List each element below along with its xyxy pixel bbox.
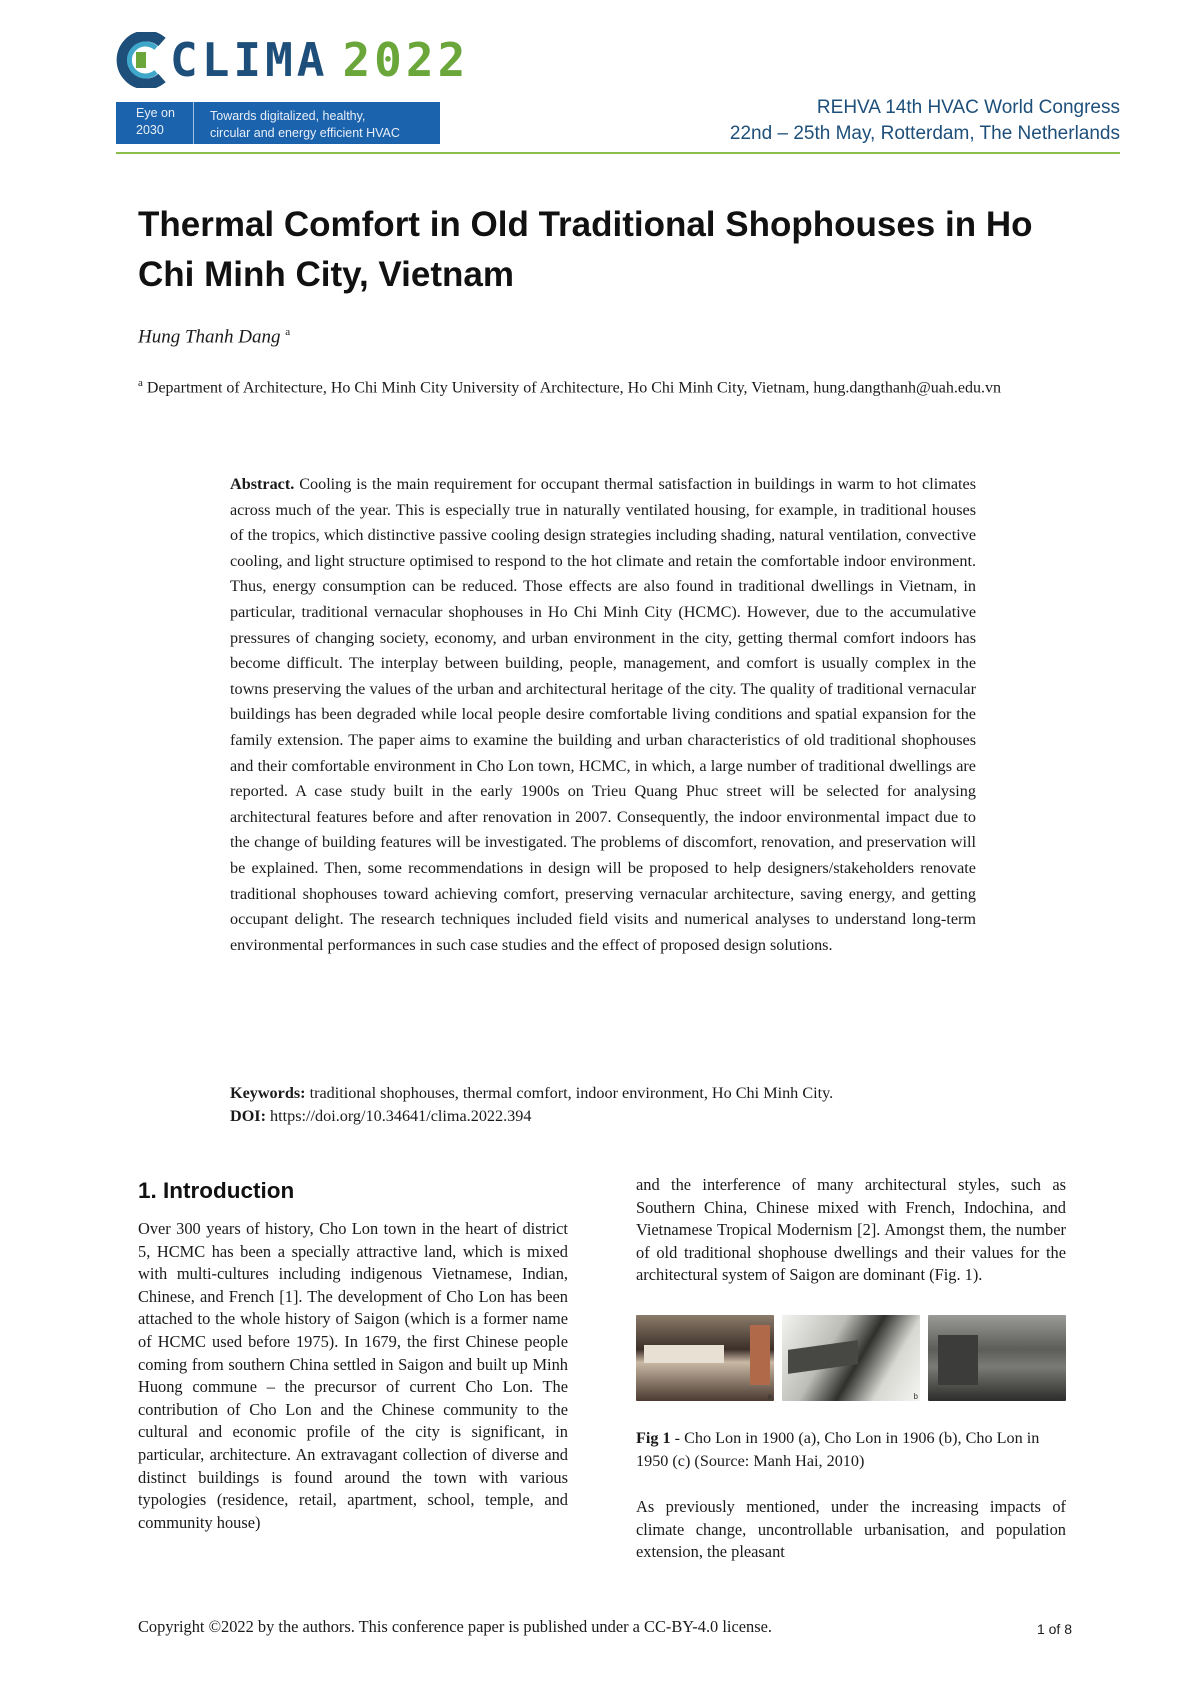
- banner-right-line-1: Towards digitalized, healthy,: [210, 108, 366, 123]
- logo-word: CLIMA: [170, 33, 329, 87]
- congress-date-place: 22nd – 25th May, Rotterdam, The Netherlands: [729, 123, 1120, 144]
- intro-paragraph-1-continued: and the interference of many architectural styles, such as Southern China, Chinese mixed with French, Indochina, and Vietnamese Tropical Modernism [2]. Amongst them, the number of old traditional shophouse dwellings and their values for the architectural system of Saigon are dominant (Fig. 1).: [636, 1175, 1066, 1285]
- figure-1a-photo: [636, 1315, 774, 1401]
- keywords-line: [230, 1082, 990, 1105]
- clima-logo: [116, 32, 470, 90]
- abstract: [230, 472, 976, 958]
- banner-tagline: [194, 105, 400, 142]
- author-sup: a: [285, 326, 291, 338]
- congress-name: REHVA 14th HVAC World Congress: [816, 97, 1120, 118]
- doi-label: DOI:: [230, 1107, 266, 1125]
- figure-1c-label: c: [1060, 1391, 1064, 1401]
- doi-link[interactable]: https://doi.org/10.34641/clima.2022.394: [270, 1107, 532, 1125]
- paper-author: [138, 326, 290, 348]
- page-number: 1 of 8: [1036, 1621, 1072, 1637]
- header-divider: [116, 152, 1120, 154]
- caption-label: Fig 1: [636, 1428, 671, 1447]
- copyright-notice: Copyright ©2022 by the authors. This conference paper is published under a CC-BY-4.0 license.: [138, 1617, 772, 1636]
- doi-line: [230, 1105, 990, 1128]
- figure-1-caption: [636, 1427, 1066, 1472]
- figure-1b-photo: [782, 1315, 920, 1401]
- clima-logo-mark-icon: [116, 32, 166, 88]
- author-name: Hung Thanh Dang: [138, 326, 281, 348]
- section-heading-introduction: 1. Introduction: [138, 1178, 295, 1203]
- keywords-block: [230, 1082, 990, 1128]
- banner-left-line-2: 2030: [136, 123, 164, 137]
- paper-affiliation: [138, 372, 1038, 399]
- keywords-text: traditional shophouses, thermal comfort, indoor environment, Ho Chi Minh City.: [309, 1084, 834, 1102]
- figure-1c-photo: [928, 1315, 1066, 1401]
- abstract-text: Cooling is the main requirement for occupant thermal satisfaction in buildings in warm to hot climates across much of the year. This is especially true in naturally ventilated housing, for example, in traditional houses of the tropics, which distinctive passive cooling design strategies including shading, natural ventilation, convective cooling, and light structure optimised to respond to the hot climate and retain the comfortable indoor environment. Thus, energy consumption can be reduced. Those effects are also found in traditional dwellings in Vietnam, in particular, traditional vernacular shophouses in Ho Chi Minh City (HCMC). However, due to the accumulative pressures of changing society, economy, and urban environment in the city, getting thermal comfort indoors has become difficult. The interplay between building, people, management, and comfort is usually complex in the towns preserving the values of the urban and architectural heritage of the city. The quality of traditional vernacular buildings has been degraded while local people desire comfortable living conditions and spatial expansion for the family extension. The paper aims to examine the building and urban characteristics of old traditional shophouses and their comfortable environment in Cho Lon town, HCMC, in which, a large number of traditional dwellings are reported. A case study built in the early 1900s on Trieu Quang Phuc street will be selected for analysing architectural features before and after renovation in 2007. Consequently, the indoor environmental impact due to the change of building features will be investigated. The problems of discomfort, renovation, and preservation will be explained. Then, some recommendations in design will be proposed to help designers/stakeholders renovate traditional shophouses toward achieving comfort, preserving vernacular architecture, saving energy, and getting occupant delight. The research techniques included field visits and numerical analyses to understand long-term environmental performances in such case studies and the effect of proposed design solutions.: [230, 475, 976, 954]
- paper-title: Thermal Comfort in Old Traditional Shophouses in Ho Chi Minh City, Vietnam: [138, 205, 1033, 294]
- banner-right-line-2: circular and energy efficient HVAC: [210, 125, 400, 140]
- left-column: [138, 1176, 568, 1534]
- caption-text: - Cho Lon in 1900 (a), Cho Lon in 1906 (b), Cho Lon in 1950 (c) (Source: Manh Hai, 2010): [636, 1428, 1040, 1470]
- affiliation-text: Department of Architecture, Ho Chi Minh City University of Architecture, Ho Chi Minh City, Vietnam, hung.dangthanh@uah.edu.vn: [146, 379, 1001, 397]
- clima-logo-wordmark: [170, 34, 469, 86]
- conference-banner: [116, 102, 440, 144]
- intro-paragraph-1: Over 300 years of history, Cho Lon town in the heart of district 5, HCMC has been a specially attractive land, which is mixed with multi-cultures including indigenous Vietnamese, Indian, Chinese, and French [1]. The development of Cho Lon has been attached to the whole history of Saigon (which is a former name of HCMC used before 1975). In 1679, the first Chinese people coming from southern China settled in Saigon and built up Minh Huong commune – the precursor of current Cho Lon. The contribution of Cho Lon and the Chinese community to the cultural and economic profile of the city is significant, in particular, architecture. An extravagant collection of diverse and distinct buildings is found around the town with various typologies (residence, retail, apartment, school, temple, and community house): [138, 1219, 568, 1532]
- congress-info: [730, 95, 1120, 147]
- affiliation-sup: a: [138, 377, 143, 389]
- banner-left-line-1: Eye on: [136, 106, 175, 120]
- figure-1a-label: a: [767, 1391, 772, 1401]
- intro-paragraph-2: As previously mentioned, under the increasing impacts of climate change, uncontrollable urbanisation, and population extension, the pleasant: [636, 1497, 1066, 1562]
- figure-1b-label: b: [913, 1391, 918, 1401]
- logo-year: 2022: [342, 33, 470, 87]
- abstract-label: Abstract.: [230, 475, 295, 493]
- right-column: [636, 1174, 1066, 1564]
- banner-eye-on: [116, 102, 194, 144]
- figure-1: [636, 1315, 1066, 1401]
- keywords-label: Keywords:: [230, 1084, 306, 1102]
